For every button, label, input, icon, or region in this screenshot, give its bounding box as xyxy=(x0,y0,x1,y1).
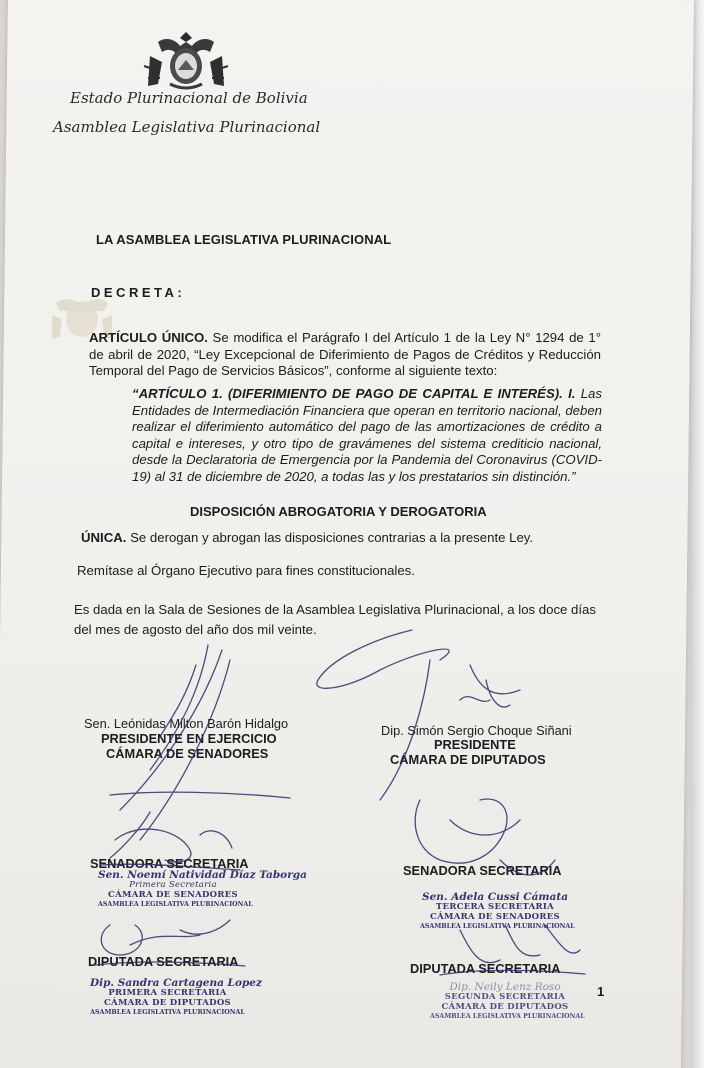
quoted-article xyxy=(132,386,602,486)
stamp-body: ASAMBLEA LEGISLATIVA PLURINACIONAL xyxy=(430,1013,585,1020)
secretary-role: DIPUTADA SECRETARIA xyxy=(88,954,239,969)
stamp-name: Dip. Neily Lenz Roso xyxy=(449,981,561,993)
secretary-role: SENADORA SECRETARIA xyxy=(403,863,562,878)
article-label: ARTÍCULO ÚNICO. xyxy=(89,330,208,345)
signatory-title: PRESIDENTE xyxy=(434,737,516,752)
signatory-title: PRESIDENTE EN EJERCICIO xyxy=(101,731,277,746)
article-text: Se modifica el Parágrafo I del Artículo 1 de la Ley N° 1294 de 1° de abril de 2020, “Ley Excepcional de Diferimiento de Pagos de Créditos y Reducción Temporal del Pago de Servicios Básicos”, conforme al siguiente texto: xyxy=(89,330,601,379)
secretary-role: SENADORA SECRETARIA xyxy=(90,856,249,871)
stamp-name: Dip. Sandra Cartagena Lopez xyxy=(90,977,262,989)
remitase-paragraph: Remítase al Órgano Ejecutivo para fines constitucionales. xyxy=(77,563,415,578)
stamp-rank: PRIMERA SECRETARIA xyxy=(108,988,227,998)
bolivia-coat-of-arms-icon xyxy=(140,28,232,92)
institution-title: LA ASAMBLEA LEGISLATIVA PLURINACIONAL xyxy=(96,232,392,247)
signatory-name: Dip. Simón Sergio Choque Siñani xyxy=(381,723,572,738)
stamp-chamber: CÁMARA DE DIPUTADOS xyxy=(441,1002,569,1012)
header-state-name: Estado Plurinacional de Bolivia xyxy=(70,89,308,107)
article-paragraph xyxy=(89,330,601,380)
section-heading: DISPOSICIÓN ABROGATORIA Y DEROGATORIA xyxy=(190,504,487,519)
stamp-rank: SEGUNDA SECRETARIA xyxy=(444,992,566,1002)
quoted-text: Las Entidades de Intermediación Financiera que operan en territorio nacional, deben realizar el diferimiento automático del pago de las amortizaciones de crédito a capital e intereses, y otro tipo de gravámenes del sistema crediticio nacional, desde la Declaratoria de Emergencia por la Pandemia del Coronavirus (COVID-19) al 31 de diciembre de 2020, a todas las y los prestatarios sin distinción.” xyxy=(132,386,602,484)
stamp-rank: TERCERA SECRETARIA xyxy=(435,902,555,912)
stamp-chamber: CÁMARA DE DIPUTADOS xyxy=(103,998,231,1008)
stamp-body: ASAMBLEA LEGISLATIVA PLURINACIONAL xyxy=(98,901,253,908)
official-stamp xyxy=(430,981,585,1022)
unica-label: ÚNICA. xyxy=(81,530,127,545)
signatory-chamber: CÁMARA DE DIPUTADOS xyxy=(390,752,546,767)
unica-paragraph xyxy=(81,530,533,545)
header-assembly-name: Asamblea Legislativa Plurinacional xyxy=(53,118,321,136)
stamp-rank: Primera Secretaria xyxy=(129,880,217,890)
stamp-body: ASAMBLEA LEGISLATIVA PLURINACIONAL xyxy=(420,923,575,930)
stamp-chamber: CÁMARA DE SENADORES xyxy=(430,912,560,922)
stamp-chamber: CÁMARA DE SENADORES xyxy=(108,890,238,900)
unica-text: Se derogan y abrogan las disposiciones contrarias a la presente Ley. xyxy=(126,530,534,545)
page-number: 1 xyxy=(597,984,605,999)
official-stamp xyxy=(90,977,262,1018)
page-edge xyxy=(690,0,704,1068)
signatory-chamber: CÁMARA DE SENADORES xyxy=(106,746,269,761)
stamp-body: ASAMBLEA LEGISLATIVA PLURINACIONAL xyxy=(90,1009,245,1016)
quoted-heading: “ARTÍCULO 1. (DIFERIMIENTO DE PAGO DE CAPITAL E INTERÉS). I. xyxy=(132,386,576,401)
stamp-name: Sen. Noemí Natividad Díaz Taborga xyxy=(98,869,307,881)
secretary-role: DIPUTADA SECRETARIA xyxy=(410,961,561,976)
official-stamp xyxy=(98,869,307,910)
official-stamp xyxy=(420,891,575,932)
closing-paragraph: Es dada en la Sala de Sesiones de la Asamblea Legislativa Plurinacional, a los doce días del mes de agosto del año dos mil veinte. xyxy=(74,602,596,637)
signatory-name: Sen. Leónidas Milton Barón Hidalgo xyxy=(84,716,289,731)
decree-label: DECRETA: xyxy=(91,285,186,300)
stamp-name: Sen. Adela Cussi Cámata xyxy=(421,891,568,903)
